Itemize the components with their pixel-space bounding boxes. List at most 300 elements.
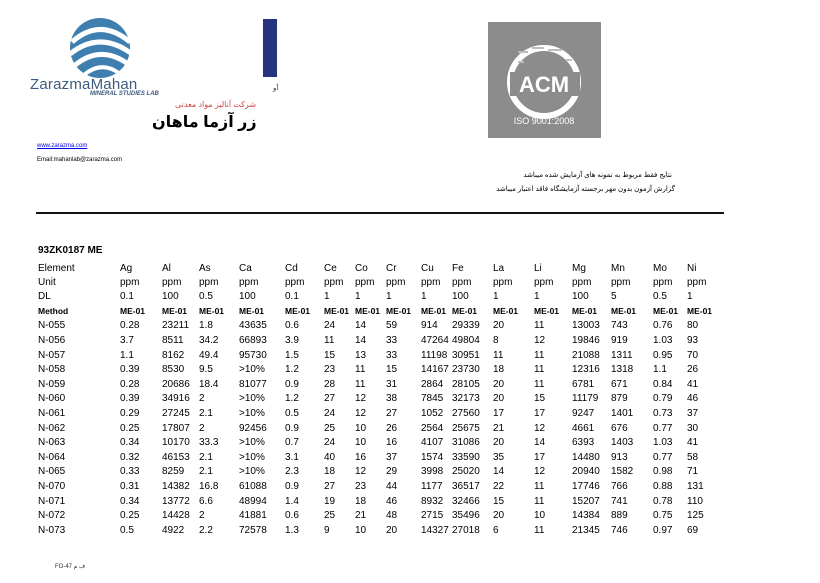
value-cell: 24 [324, 320, 336, 332]
value-cell: 5 [611, 290, 617, 302]
value-cell: 27 [324, 393, 336, 405]
note-stamp-validity: گزارش آزمون بدون مهر برجسته آزمایشگاه فاقد اعتبار میباشد [496, 186, 675, 193]
value-cell: >10% [239, 364, 265, 376]
value-cell: 33590 [452, 451, 480, 463]
value-cell: 72578 [239, 524, 267, 536]
value-cell: 0.9 [285, 422, 299, 434]
value-cell: 125 [687, 510, 704, 522]
value-cell: ppm [611, 276, 631, 288]
detection-limit-row [38, 290, 717, 304]
value-cell: 28105 [452, 378, 480, 390]
value-cell: 43635 [239, 320, 267, 332]
row-label-cell: N-062 [38, 422, 66, 434]
value-cell: 81077 [239, 378, 267, 390]
value-cell: As [199, 263, 211, 274]
value-cell: 9 [324, 524, 330, 536]
value-cell: 14 [355, 320, 367, 332]
value-cell: 14 [493, 466, 505, 478]
value-cell: 0.29 [120, 407, 140, 419]
value-cell: ppm [493, 276, 513, 288]
row-label-cell: Element [38, 263, 75, 274]
value-cell: 11 [534, 349, 545, 361]
value-cell: 18 [493, 364, 505, 376]
value-cell: 59 [386, 320, 398, 332]
value-cell: ppm [421, 276, 441, 288]
value-cell: 1.1 [653, 364, 667, 376]
value-cell: 0.76 [653, 320, 673, 332]
value-cell: 11 [534, 364, 545, 376]
value-cell: 14327 [421, 524, 449, 536]
value-cell: 27 [386, 407, 398, 419]
value-cell: 1177 [421, 480, 443, 492]
table-row [38, 480, 717, 495]
row-label-cell: N-072 [38, 510, 66, 522]
value-cell: 31 [386, 378, 398, 390]
value-cell: 0.9 [285, 480, 299, 492]
row-label-cell: N-056 [38, 334, 66, 346]
value-cell: 0.88 [653, 480, 673, 492]
value-cell: Cr [386, 263, 397, 274]
value-cell: 0.79 [653, 393, 673, 405]
value-cell: 13772 [162, 495, 190, 507]
value-cell: 80 [687, 320, 699, 332]
value-cell: 12 [355, 393, 367, 405]
value-cell: 1401 [611, 407, 634, 419]
value-cell: 6.6 [199, 495, 213, 507]
value-cell: 35496 [452, 510, 480, 522]
value-cell: 889 [611, 510, 628, 522]
value-cell: 27018 [452, 524, 480, 536]
value-cell: ME-01 [386, 306, 412, 317]
value-cell: ME-01 [421, 306, 447, 317]
value-cell: 34.2 [199, 334, 219, 346]
value-cell: 131 [687, 480, 704, 492]
value-cell: 766 [611, 480, 628, 492]
row-label-cell: Unit [38, 276, 56, 288]
value-cell: 2.3 [285, 466, 299, 478]
value-cell: 1.1 [120, 349, 134, 361]
value-cell: 14 [534, 437, 546, 449]
value-cell: 41 [687, 437, 699, 449]
value-cell: 1.3 [285, 524, 299, 536]
value-cell: 8 [493, 334, 499, 346]
value-cell: 22 [493, 480, 505, 492]
row-label-cell: N-070 [38, 480, 66, 492]
value-cell: 20 [386, 524, 398, 536]
value-cell: ppm [239, 276, 259, 288]
element-header-row [38, 262, 717, 276]
value-cell: 6 [493, 524, 499, 536]
value-cell: Ca [239, 263, 252, 274]
value-cell: ME-01 [162, 306, 188, 317]
value-cell: Ag [120, 263, 133, 274]
value-cell: Cd [285, 263, 298, 274]
value-cell: 100 [162, 290, 179, 302]
value-cell: 20 [493, 393, 505, 405]
value-cell: 3.9 [285, 334, 299, 346]
value-cell: 20686 [162, 378, 190, 390]
form-code: FO-47 ف م [55, 564, 86, 570]
value-cell: 14167 [421, 364, 449, 376]
value-cell: 0.25 [120, 510, 140, 522]
value-cell: 23 [355, 480, 367, 492]
value-cell: 18 [324, 466, 336, 478]
value-cell: 33 [386, 334, 398, 346]
value-cell: 28 [324, 378, 336, 390]
value-cell: 1403 [611, 437, 634, 449]
value-cell: 0.7 [285, 437, 299, 449]
value-cell: 13 [355, 349, 367, 361]
value-cell: 18.4 [199, 378, 219, 390]
value-cell: La [493, 263, 505, 274]
value-cell: 1.5 [285, 349, 299, 361]
value-cell: Ce [324, 263, 337, 274]
value-cell: 69 [687, 524, 699, 536]
row-label-cell: N-060 [38, 393, 66, 405]
value-cell: 2564 [421, 422, 444, 434]
value-cell: 20 [493, 378, 505, 390]
value-cell: 19 [324, 495, 336, 507]
unit-header-row [38, 276, 717, 290]
value-cell: 11198 [421, 349, 448, 361]
value-cell: 33 [386, 349, 398, 361]
value-cell: ME-01 [199, 306, 225, 317]
value-cell: 11 [493, 349, 504, 361]
value-cell: 30 [687, 422, 699, 434]
value-cell: ME-01 [572, 306, 598, 317]
value-cell: 0.34 [120, 495, 140, 507]
value-cell: 4107 [421, 437, 444, 449]
value-cell: 0.34 [120, 437, 140, 449]
value-cell: 30951 [452, 349, 480, 361]
value-cell: 0.39 [120, 364, 140, 376]
value-cell: 110 [687, 495, 703, 507]
value-cell: 16 [355, 451, 367, 463]
value-cell: 1311 [611, 349, 633, 361]
value-cell: 26 [687, 364, 699, 376]
value-cell: 29 [386, 466, 398, 478]
value-cell: 0.77 [653, 451, 673, 463]
value-cell: 21 [355, 510, 367, 522]
value-cell: 0.31 [120, 480, 140, 492]
value-cell: ppm [687, 276, 707, 288]
value-cell: 34916 [162, 393, 190, 405]
value-cell: 24 [324, 437, 336, 449]
value-cell: ME-01 [355, 306, 381, 317]
value-cell: 11 [355, 378, 366, 390]
value-cell: 2.2 [199, 524, 213, 536]
value-cell: 11 [355, 364, 366, 376]
value-cell: 23 [324, 364, 336, 376]
cert-standard: ISO 9001:2008 [513, 116, 575, 126]
value-cell: 20 [493, 510, 505, 522]
value-cell: 743 [611, 320, 628, 332]
value-cell: 4661 [572, 422, 595, 434]
value-cell: 12316 [572, 364, 600, 376]
value-cell: 93 [687, 334, 699, 346]
value-cell: 676 [611, 422, 628, 434]
value-cell: 746 [611, 524, 628, 536]
value-cell: 66893 [239, 334, 267, 346]
value-cell: 25020 [452, 466, 480, 478]
row-label-cell: N-057 [38, 349, 66, 361]
results-table [38, 262, 717, 538]
value-cell: 2 [199, 510, 205, 522]
value-cell: 17 [493, 407, 505, 419]
value-cell: Ni [687, 263, 697, 274]
value-cell: 24 [324, 407, 336, 419]
note-results-scope: نتایج فقط مربوط به نمونه های آزمایش شده میباشد [523, 172, 672, 179]
value-cell: 17746 [572, 480, 600, 492]
value-cell: 10170 [162, 437, 190, 449]
table-row [38, 465, 717, 480]
value-cell: 919 [611, 334, 628, 346]
value-cell: 1.03 [653, 334, 673, 346]
value-cell: 8162 [162, 349, 185, 361]
value-cell: ME-01 [653, 306, 679, 317]
value-cell: 25 [324, 422, 336, 434]
value-cell: 10 [355, 437, 367, 449]
value-cell: 2715 [421, 510, 444, 522]
value-cell: 0.95 [653, 349, 673, 361]
table-row [38, 524, 717, 539]
row-label-cell: N-063 [38, 437, 66, 449]
value-cell: 21345 [572, 524, 600, 536]
value-cell: 36517 [452, 480, 480, 492]
report-id: 93ZK0187 ME [38, 245, 103, 256]
value-cell: 12 [534, 334, 546, 346]
value-cell: 12 [355, 407, 367, 419]
table-row [38, 392, 717, 407]
value-cell: 0.5 [199, 290, 213, 302]
value-cell: 71 [687, 466, 699, 478]
value-cell: 0.33 [120, 466, 140, 478]
value-cell: 879 [611, 393, 628, 405]
value-cell: Li [534, 263, 542, 274]
value-cell: >10% [239, 451, 265, 463]
brand-subtitle-fa: شرکت آنالیز مواد معدنی [175, 100, 257, 109]
value-cell: 0.25 [120, 422, 140, 434]
value-cell: 47264 [421, 334, 449, 346]
value-cell: 46153 [162, 451, 190, 463]
value-cell: ME-01 [687, 306, 713, 317]
value-cell: 11 [534, 480, 545, 492]
value-cell: ME-01 [534, 306, 560, 317]
value-cell: 21088 [572, 349, 600, 361]
value-cell: 32173 [452, 393, 480, 405]
value-cell: 0.39 [120, 393, 140, 405]
value-cell: ppm [199, 276, 219, 288]
value-cell: 31086 [452, 437, 480, 449]
website-link[interactable]: www.zarazma.com [37, 143, 88, 149]
value-cell: Co [355, 263, 368, 274]
value-cell: 25675 [452, 422, 480, 434]
value-cell: 1 [687, 290, 693, 302]
value-cell: 2864 [421, 378, 444, 390]
value-cell: 27560 [452, 407, 480, 419]
value-cell: 1 [493, 290, 499, 302]
value-cell: 70 [687, 349, 699, 361]
value-cell: 95730 [239, 349, 267, 361]
value-cell: 0.73 [653, 407, 673, 419]
value-cell: 11 [534, 378, 545, 390]
acm-certification-badge [488, 22, 601, 138]
row-label-cell: N-064 [38, 451, 66, 463]
value-cell: 48 [386, 510, 398, 522]
value-cell: 32466 [452, 495, 480, 507]
brand-subtitle: MINERAL STUDIES LAB [90, 91, 159, 97]
table-row [38, 495, 717, 510]
value-cell: 2.1 [199, 407, 213, 419]
value-cell: 0.5 [120, 524, 134, 536]
value-cell: 16 [386, 437, 398, 449]
value-cell: 2.1 [199, 451, 213, 463]
value-cell: 6781 [572, 378, 595, 390]
row-label-cell: N-061 [38, 407, 66, 419]
value-cell: 44 [386, 480, 398, 492]
value-cell: 0.77 [653, 422, 673, 434]
value-cell: ppm [355, 276, 375, 288]
value-cell: 1.2 [285, 364, 299, 376]
value-cell: 0.28 [120, 378, 140, 390]
value-cell: ppm [120, 276, 140, 288]
brand-name-fa: زر آزما ماهان [152, 114, 257, 131]
row-label-cell: N-073 [38, 524, 66, 536]
value-cell: 11 [534, 495, 545, 507]
value-cell: 46 [687, 393, 699, 405]
value-cell: 1 [386, 290, 392, 302]
value-cell: 92456 [239, 422, 267, 434]
value-cell: 0.97 [653, 524, 673, 536]
value-cell: >10% [239, 466, 265, 478]
value-cell: ppm [285, 276, 305, 288]
value-cell: 12 [534, 466, 546, 478]
value-cell: 19846 [572, 334, 600, 346]
value-cell: 13003 [572, 320, 600, 332]
table-row [38, 363, 717, 378]
table-row [38, 378, 717, 393]
value-cell: 58 [687, 451, 699, 463]
value-cell: 11 [534, 524, 545, 536]
value-cell: 1.4 [285, 495, 299, 507]
value-cell: Cu [421, 263, 434, 274]
value-cell: 0.98 [653, 466, 673, 478]
cert-name: ACM [518, 72, 570, 97]
value-cell: 1318 [611, 364, 634, 376]
value-cell: 1.03 [653, 437, 673, 449]
value-cell: 1 [324, 290, 330, 302]
value-cell: 26 [386, 422, 398, 434]
value-cell: ME-01 [285, 306, 311, 317]
value-cell: 11179 [572, 393, 599, 405]
value-cell: 38 [386, 393, 398, 405]
value-cell: 14480 [572, 451, 600, 463]
value-cell: ME-01 [611, 306, 637, 317]
value-cell: 23211 [162, 320, 190, 332]
value-cell: Mg [572, 263, 586, 274]
value-cell: 6393 [572, 437, 595, 449]
value-cell: 3.1 [285, 451, 299, 463]
email-text: Email:mahanlab@zarazma.com [37, 157, 123, 163]
table-row [38, 349, 717, 364]
value-cell: ME-01 [324, 306, 350, 317]
value-cell: Mo [653, 263, 667, 274]
value-cell: 49.4 [199, 349, 219, 361]
row-label-cell: N-059 [38, 378, 66, 390]
value-cell: 46 [386, 495, 398, 507]
value-cell: Al [162, 263, 171, 274]
value-cell: ppm [653, 276, 673, 288]
value-cell: 100 [239, 290, 256, 302]
value-cell: 14 [355, 334, 367, 346]
value-cell: 12 [534, 422, 546, 434]
value-cell: 10 [355, 422, 367, 434]
value-cell: Fe [452, 263, 464, 274]
value-cell: 33.3 [199, 437, 219, 449]
value-cell: 0.5 [285, 407, 299, 419]
header-divider [36, 212, 724, 214]
value-cell: 61088 [239, 480, 267, 492]
value-cell: 16.8 [199, 480, 219, 492]
value-cell: ME-01 [239, 306, 265, 317]
row-label-cell: Method [38, 306, 69, 317]
value-cell: 12 [355, 466, 367, 478]
value-cell: 914 [421, 320, 438, 332]
value-cell: 2 [199, 393, 205, 405]
value-cell: 10 [355, 524, 367, 536]
value-cell: 4922 [162, 524, 185, 536]
value-cell: 1 [355, 290, 361, 302]
value-cell: 0.1 [285, 290, 299, 302]
value-cell: 14382 [162, 480, 190, 492]
table-row [38, 407, 717, 422]
value-cell: 14384 [572, 510, 600, 522]
value-cell: ppm [162, 276, 182, 288]
value-cell: 0.9 [285, 378, 299, 390]
value-cell: 27 [324, 480, 336, 492]
value-cell: 29339 [452, 320, 480, 332]
value-cell: >10% [239, 437, 265, 449]
value-cell: 27245 [162, 407, 190, 419]
value-cell: >10% [239, 393, 265, 405]
value-cell: 20 [493, 320, 505, 332]
table-row [38, 334, 717, 349]
value-cell: 1582 [611, 466, 634, 478]
table-row [38, 436, 717, 451]
value-cell: 15 [324, 349, 336, 361]
value-cell: 0.6 [285, 510, 299, 522]
table-row [38, 509, 717, 524]
value-cell: 10 [534, 510, 546, 522]
value-cell: ME-01 [452, 306, 478, 317]
value-cell: 15 [534, 393, 546, 405]
value-cell: 21 [493, 422, 505, 434]
value-cell: 11 [534, 320, 545, 332]
value-cell: 100 [572, 290, 589, 302]
value-cell: 40 [324, 451, 336, 463]
value-cell: 3998 [421, 466, 444, 478]
value-cell: 1052 [421, 407, 444, 419]
value-cell: Mn [611, 263, 625, 274]
value-cell: 913 [611, 451, 628, 463]
value-cell: 0.84 [653, 378, 673, 390]
value-cell: 20940 [572, 466, 600, 478]
value-cell: 1574 [421, 451, 444, 463]
table-row [38, 319, 717, 334]
value-cell: 23730 [452, 364, 480, 376]
row-label-cell: N-065 [38, 466, 66, 478]
value-cell: ME-01 [493, 306, 519, 317]
